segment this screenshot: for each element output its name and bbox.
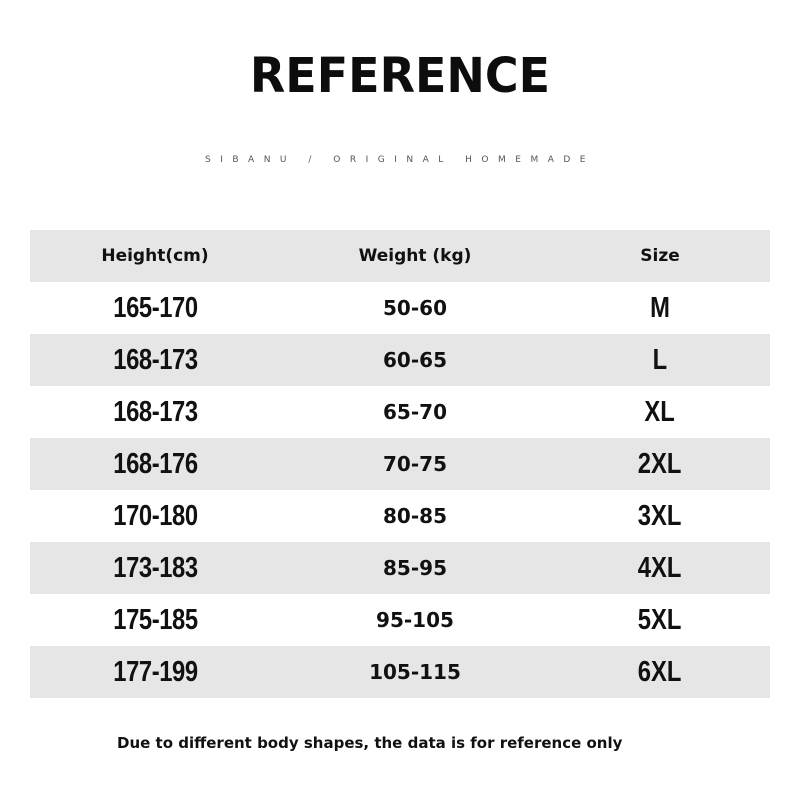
weight-value: 95-105 xyxy=(376,608,454,632)
weight-value: 50-60 xyxy=(383,296,447,320)
size-value: M xyxy=(650,291,670,324)
header-weight: Weight (kg) xyxy=(358,246,472,266)
size-chart-table xyxy=(30,230,770,698)
weight-value: 70-75 xyxy=(383,452,447,476)
table-row xyxy=(30,438,770,490)
weight-value: 65-70 xyxy=(383,400,447,424)
table-row xyxy=(30,334,770,386)
height-value: 168-173 xyxy=(112,395,198,428)
height-value: 173-183 xyxy=(112,551,198,584)
height-value: 168-173 xyxy=(112,343,198,376)
table-row xyxy=(30,542,770,594)
size-value: L xyxy=(652,343,668,376)
page-title: REFERENCE xyxy=(249,46,551,104)
size-value: 5XL xyxy=(638,603,682,636)
disclaimer-note: Due to different body shapes, the data is for reference only xyxy=(117,734,623,752)
size-value: 3XL xyxy=(638,499,682,532)
table-row xyxy=(30,594,770,646)
size-value: 6XL xyxy=(638,655,682,688)
table-row xyxy=(30,282,770,334)
header-height: Height(cm) xyxy=(101,246,209,266)
height-value: 165-170 xyxy=(112,291,198,324)
weight-value: 105-115 xyxy=(369,660,461,684)
weight-value: 80-85 xyxy=(383,504,447,528)
table-header-row xyxy=(30,230,770,282)
weight-value: 60-65 xyxy=(383,348,447,372)
height-value: 168-176 xyxy=(112,447,198,480)
size-value: 4XL xyxy=(638,551,682,584)
size-value: XL xyxy=(644,395,676,428)
table-row xyxy=(30,646,770,698)
brand-subtitle: SIBANU / ORIGINAL HOMEMADE xyxy=(205,155,595,165)
header-size: Size xyxy=(640,246,680,266)
height-value: 175-185 xyxy=(112,603,198,636)
height-value: 170-180 xyxy=(112,499,198,532)
size-value: 2XL xyxy=(638,447,682,480)
table-row xyxy=(30,490,770,542)
weight-value: 85-95 xyxy=(383,556,447,580)
table-row xyxy=(30,386,770,438)
height-value: 177-199 xyxy=(112,655,198,688)
